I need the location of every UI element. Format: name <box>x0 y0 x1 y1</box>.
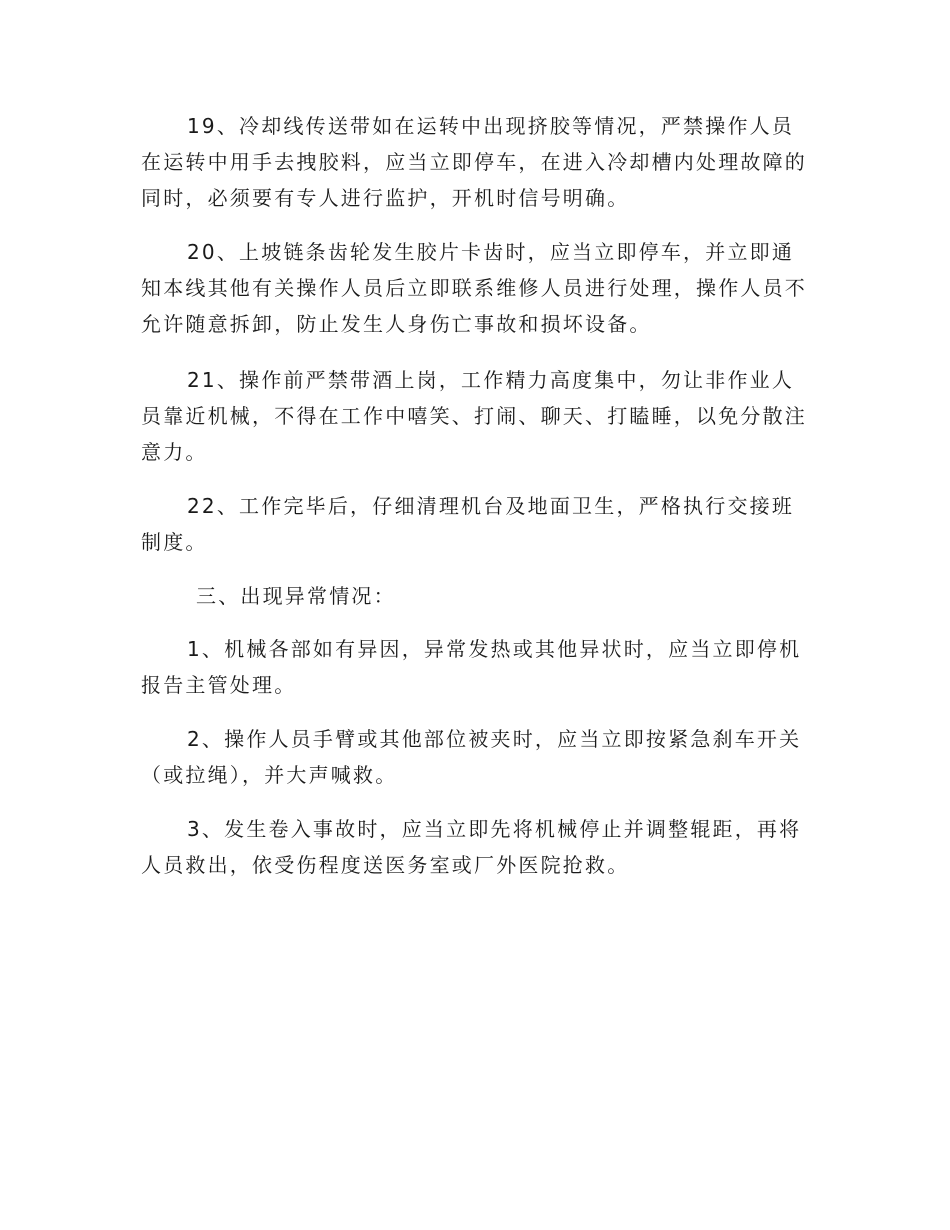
abnormal-item-3: 3、发生卷入事故时，应当立即先将机械停止并调整辊距，再将人员救出，依受伤程度送医务室或厂外医院抢救。 <box>141 817 802 877</box>
paragraph-item-20: 20、上坡链条齿轮发生胶片卡齿时，应当立即停车，并立即通知本线其他有关操作人员后立即联系维修人员进行处理，操作人员不允许随意拆卸，防止发生人身伤亡事故和损坏设备。 <box>141 240 807 336</box>
paragraph-item-22: 22、工作完毕后，仔细清理机台及地面卫生，严格执行交接班制度。 <box>141 494 795 554</box>
section-heading: 三、出现异常情况： <box>196 584 396 608</box>
abnormal-item-2: 2、操作人员手臂或其他部位被夹时，应当立即按紧急刹车开关（或拉绳），并大声喊救。 <box>141 727 802 787</box>
abnormal-item-1: 1、机械各部如有异因，异常发热或其他异状时，应当立即停机报告主管处理。 <box>141 637 802 697</box>
paragraph-item-19: 19、冷却线传送带如在运转中出现挤胶等情况，严禁操作人员在运转中用手去拽胶料，应当立即停车，在进入冷却槽内处理故障的同时，必须要有专人进行监护，开机时信号明确。 <box>141 114 807 210</box>
paragraph-item-21: 21、操作前严禁带酒上岗，工作精力高度集中，勿让非作业人员靠近机械，不得在工作中嘻笑、打闹、聊天、打瞌睡，以免分散注意力。 <box>141 368 807 464</box>
